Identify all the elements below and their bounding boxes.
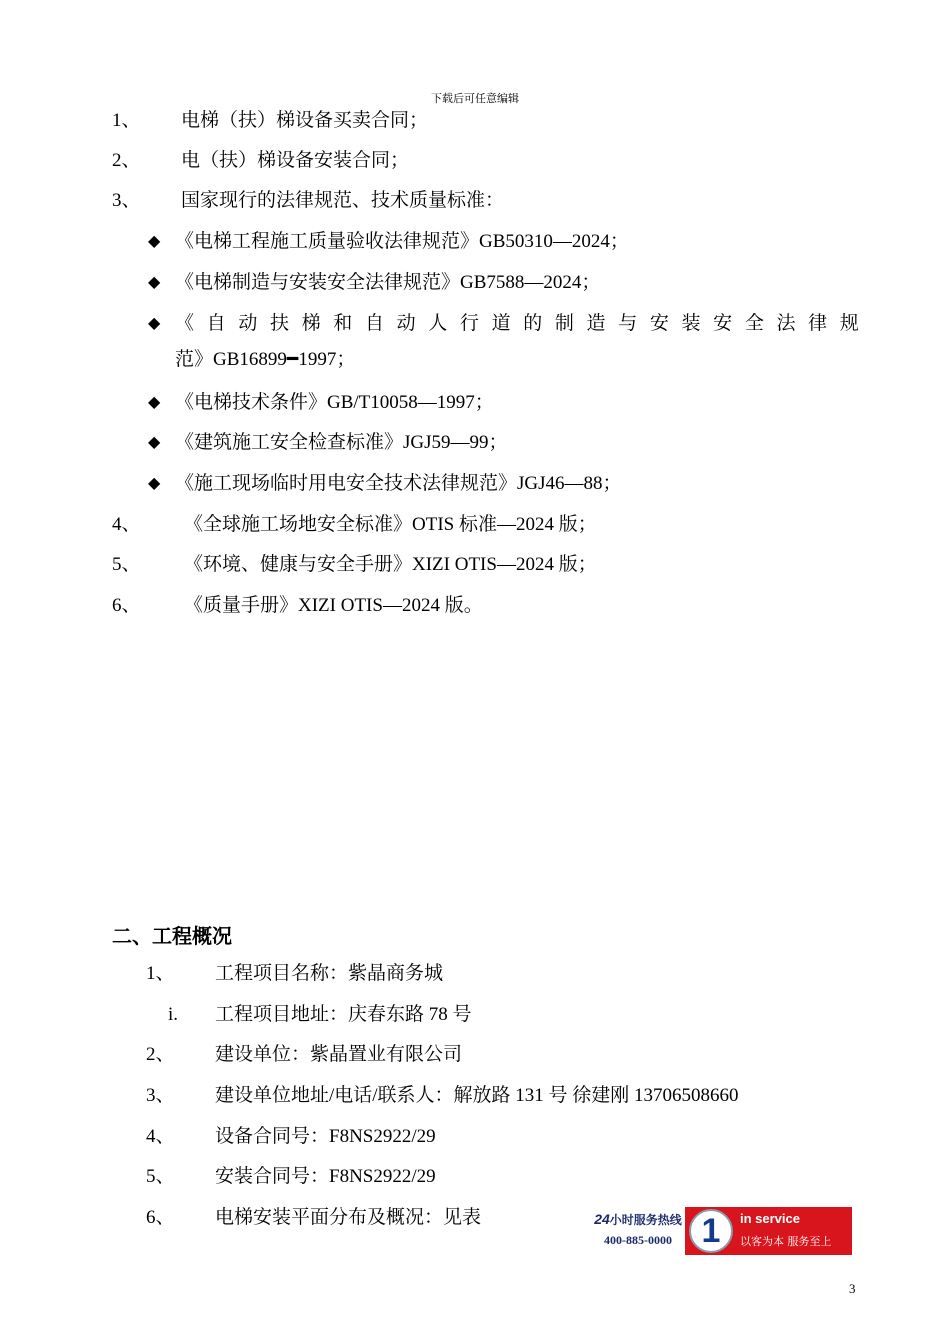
list-number: 3、 (112, 190, 141, 211)
service-logo-box (685, 1207, 852, 1255)
justified-char: 梯 (301, 313, 321, 334)
justified-char: 人 (428, 313, 448, 334)
list-number: i. (168, 1004, 179, 1025)
list-text: 建设单位：紫晶置业有限公司 (215, 1044, 463, 1065)
justified-char: 规 (839, 313, 859, 334)
justified-char: 和 (333, 313, 353, 334)
justified-char: 动 (396, 313, 416, 334)
list-number: 4、 (146, 1126, 175, 1147)
list-text: 国家现行的法律规范、技术质量标准： (181, 190, 505, 211)
standard-text: 《电梯工程施工质量验收法律规范》GB50310—2024； (175, 231, 629, 252)
justified-char: 全 (744, 313, 764, 334)
list-text: 《环境、健康与安全手册》XIZI OTIS—2024 版； (184, 554, 597, 575)
standard-text: 《建筑施工安全检查标准》JGJ59—99； (175, 432, 508, 453)
list-number: 2、 (112, 150, 141, 171)
list-text: 安装合同号：F8NS2922/29 (215, 1166, 436, 1187)
standard-text: 《电梯技术条件》GB/T10058—1997； (175, 392, 494, 413)
standard-text-continuation: 范》GB16899━1997； (175, 349, 356, 370)
list-number: 5、 (146, 1166, 175, 1187)
list-number: 5、 (112, 554, 141, 575)
list-text: 工程项目名称：紫晶商务城 (215, 963, 444, 984)
diamond-bullet-icon: ◆ (148, 233, 161, 250)
hotline-label: 小时服务热线 (609, 1213, 682, 1227)
list-text: 电梯（扶）梯设备买卖合同； (181, 110, 429, 131)
justified-char: 的 (523, 313, 543, 334)
justified-char: 《 (175, 313, 195, 334)
list-number: 1、 (146, 963, 175, 984)
justified-char: 自 (364, 313, 384, 334)
service-banner (590, 1207, 852, 1255)
list-number: 6、 (146, 1207, 175, 1228)
justified-char: 安 (713, 313, 733, 334)
justified-char: 制 (554, 313, 574, 334)
justified-char: 装 (681, 313, 701, 334)
hotline-block (590, 1211, 686, 1248)
list-text: 设备合同号：F8NS2922/29 (215, 1126, 436, 1147)
number-one-logo-icon: 1 (689, 1209, 733, 1253)
diamond-bullet-icon: ◆ (148, 434, 161, 451)
section-title: 二、工程概况 (112, 924, 232, 948)
justified-char: 律 (808, 313, 828, 334)
list-number: 3、 (146, 1085, 175, 1106)
list-text: 《全球施工场地安全标准》OTIS 标准—2024 版； (184, 514, 597, 535)
hotline-number: 400-885-0000 (604, 1233, 672, 1247)
justified-char: 法 (776, 313, 796, 334)
list-text: 建设单位地址/电话/联系人：解放路 131 号 徐建刚 13706508660 (215, 1085, 739, 1106)
justified-char: 行 (459, 313, 479, 334)
list-number: 4、 (112, 514, 141, 535)
list-text: 《质量手册》XIZI OTIS—2024 版。 (184, 595, 483, 616)
hotline-hours: 24 (594, 1211, 610, 1227)
standard-text: 《施工现场临时用电安全技术法律规范》JGJ46—88； (175, 473, 622, 494)
list-text: 电（扶）梯设备安装合同； (181, 150, 410, 171)
list-number: 6、 (112, 595, 141, 616)
justified-char: 自 (206, 313, 226, 334)
service-slogan: 以客为本 服务至上 (740, 1235, 832, 1248)
justified-char: 动 (238, 313, 258, 334)
diamond-bullet-icon: ◆ (148, 274, 161, 291)
list-number: 1、 (112, 110, 141, 131)
justified-char: 与 (618, 313, 638, 334)
list-number: 2、 (146, 1044, 175, 1065)
diamond-bullet-icon: ◆ (148, 315, 161, 332)
in-service-text: in service (740, 1211, 800, 1226)
justified-char: 道 (491, 313, 511, 334)
justified-char: 安 (649, 313, 669, 334)
diamond-bullet-icon: ◆ (148, 475, 161, 492)
justified-char: 造 (586, 313, 606, 334)
header-note: 下载后可任意编辑 (431, 93, 519, 105)
standard-text: 《电梯制造与安装安全法律规范》GB7588—2024； (175, 272, 601, 293)
list-text: 电梯安装平面分布及概况：见表 (215, 1207, 482, 1228)
page-number: 3 (849, 1281, 856, 1296)
justified-char: 扶 (269, 313, 289, 334)
list-text: 工程项目地址：庆春东路 78 号 (215, 1004, 472, 1025)
diamond-bullet-icon: ◆ (148, 394, 161, 411)
standard-text-justified (175, 312, 859, 336)
